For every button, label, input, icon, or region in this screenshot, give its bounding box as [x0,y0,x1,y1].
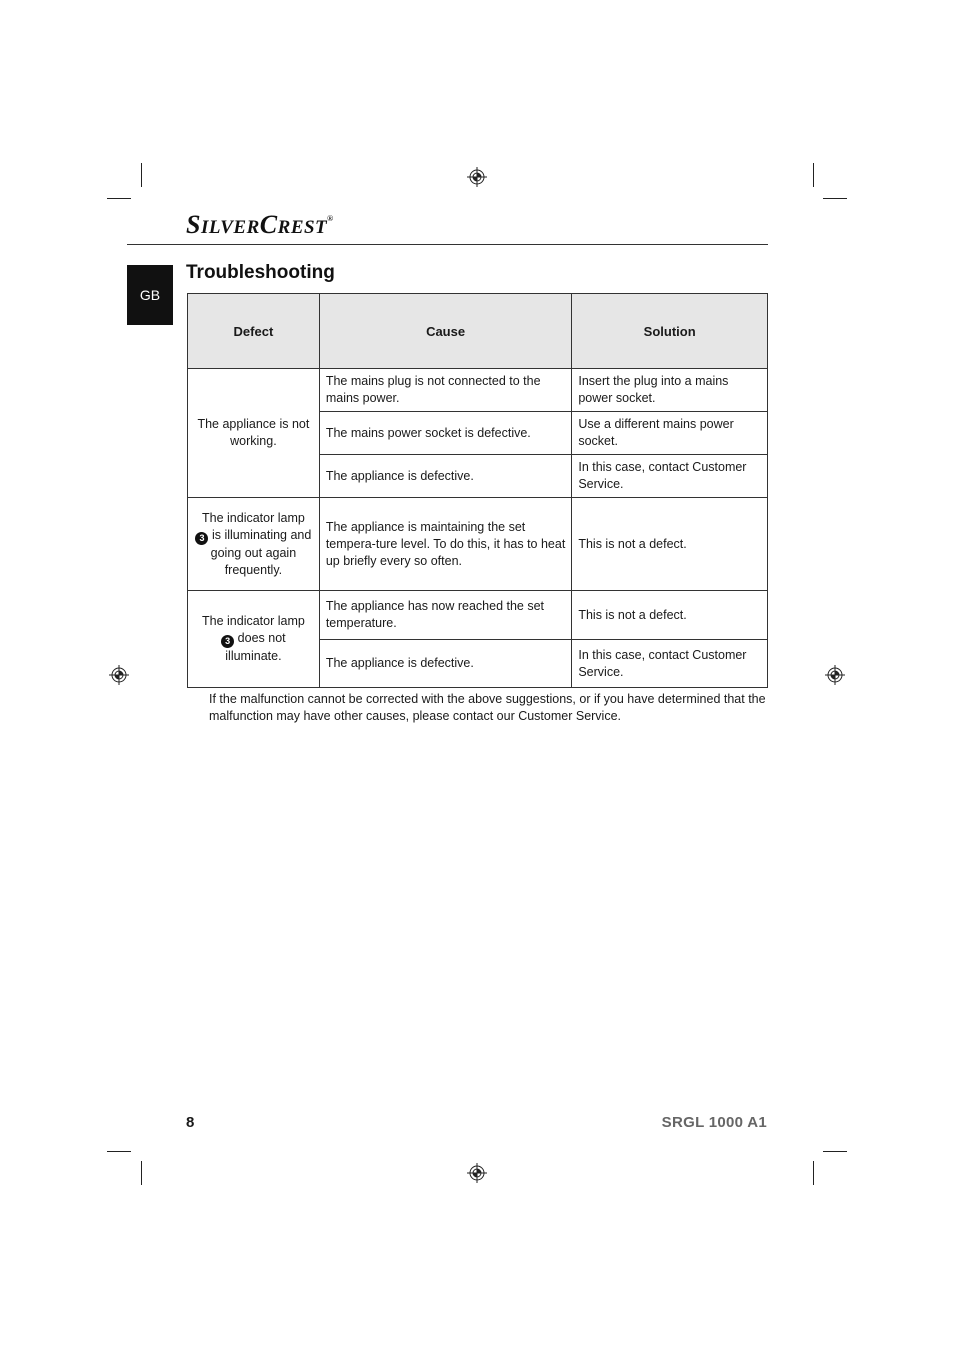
defect-cell [188,498,320,591]
troubleshooting-table [187,293,768,688]
solution-cell: This is not a defect. [572,498,768,591]
cause-cell: The appliance has now reached the set temperature. [319,591,572,640]
defect-text: The indicator lamp [202,614,305,628]
cause-cell: The mains power socket is defective. [319,412,572,455]
crop-mark [141,163,142,187]
crop-mark [823,198,847,199]
header-cause: Cause [319,294,572,369]
solution-cell: This is not a defect. [572,591,768,640]
cause-cell: The appliance is defective. [319,455,572,498]
defect-text: is illuminating and going out again frequently. [210,527,312,577]
language-tab: GB [127,265,173,325]
registration-mark-icon [467,1163,487,1183]
solution-cell: Use a different mains power socket. [572,412,768,455]
table-row [188,498,768,591]
header-defect: Defect [188,294,320,369]
defect-cell: The appliance is not working. [188,369,320,498]
table-row [188,369,768,412]
crop-mark [107,1151,131,1152]
solution-cell: Insert the plug into a mains power socket. [572,369,768,412]
model-number: SRGL 1000 A1 [661,1114,767,1131]
solution-cell: In this case, contact Customer Service. [572,640,768,688]
reference-number-icon: 3 [221,635,234,648]
crop-mark [823,1151,847,1152]
table-row [188,591,768,640]
crop-mark [107,198,131,199]
cause-cell: The appliance is maintaining the set tempera-ture level. To do this, it has to heat up briefly every so often. [319,498,572,591]
reference-number-icon: 3 [195,532,208,545]
crop-mark [813,1161,814,1185]
header-solution: Solution [572,294,768,369]
defect-text: does not illuminate. [225,631,286,663]
brand-logo: SILVERCREST® [186,210,334,239]
crop-mark [813,163,814,187]
defect-text: The indicator lamp [202,510,305,525]
registration-mark-icon [109,665,129,685]
header-rule [127,244,768,245]
footnote-text: If the malfunction cannot be corrected with the above suggestions, or if you have determined that the malfunction may have other causes, please contact our Customer Service. [209,692,766,723]
defect-cell [188,591,320,688]
cause-cell: The appliance is defective. [319,640,572,688]
section-title: Troubleshooting [186,262,335,283]
registration-mark-icon [825,665,845,685]
crop-mark [141,1161,142,1185]
table-header-row [188,294,768,369]
cause-cell: The mains plug is not connected to the mains power. [319,369,572,412]
registration-mark-icon [467,167,487,187]
solution-cell: In this case, contact Customer Service. [572,455,768,498]
page-number: 8 [186,1114,195,1131]
